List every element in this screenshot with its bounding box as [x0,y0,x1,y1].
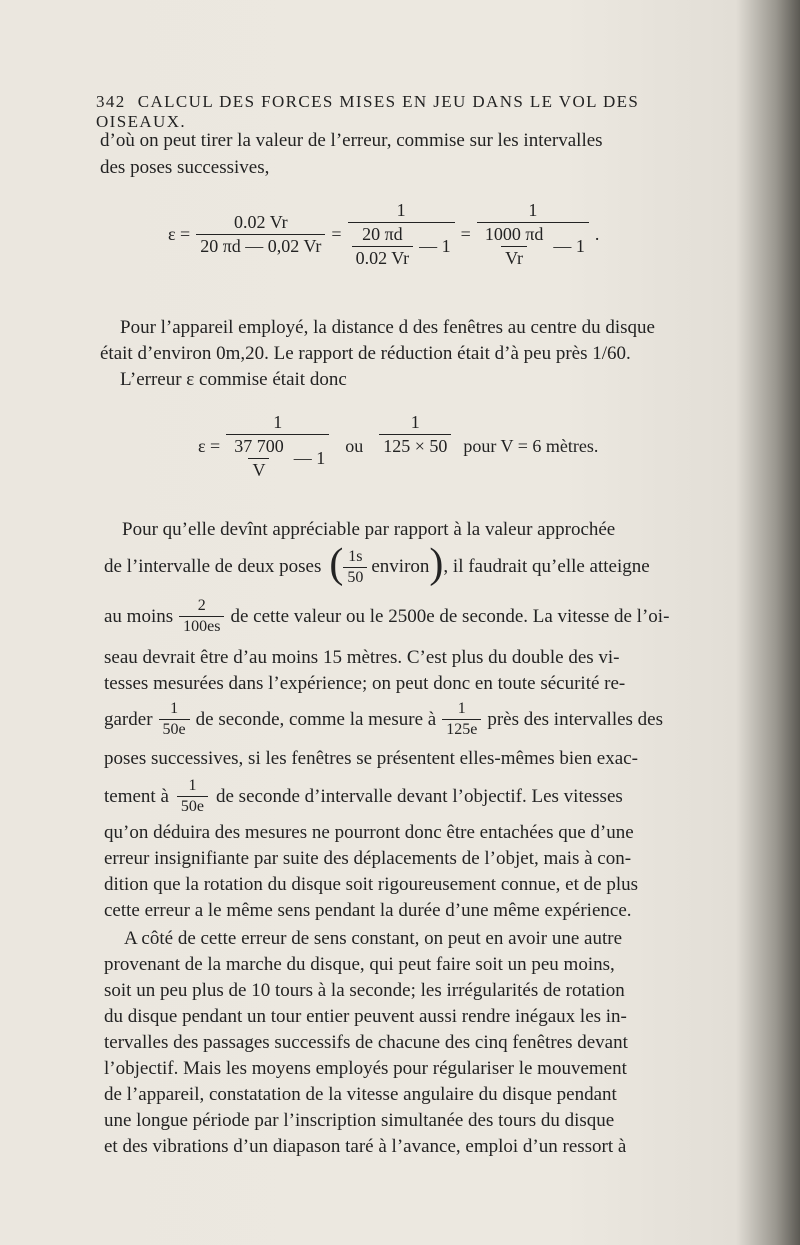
inner-fraction: $\frac{37 700}{V}$ [234,436,284,480]
text-line: de l’appareil, constatation de la vitesse angulaire du disque pendant [104,1084,617,1105]
text-line: était d’environ 0m,20. Le rapport de réduction était d’à peu près 1/60. [100,343,631,364]
text-line: garder $\frac{1}{50e}$ de seconde, comme la mesure à $\frac{1}{125e}$ près des intervalles des [104,700,664,738]
text-line: au moins $\frac{2}{100es}$ de cette valeur ou le 2500e de seconde. La vitesse de l’oi- [104,597,670,635]
text-line: poses successives, si les fenêtres se présentent elles-mêmes bien exac- [104,748,638,769]
text-line: cette erreur a le même sens pendant la durée d’une même expérience. [104,900,632,921]
running-header [96,92,696,132]
text-line: tervalles des passages successifs de chacune des cinq fenêtres devant [104,1032,628,1053]
text-line: des poses successives, [100,157,270,178]
text-line: tement à $\frac{1}{50e}$ de seconde d’intervalle devant l’objectif. Les vitesses [104,777,623,815]
text-line: d’où on peut tirer la valeur de l’erreur, commise sur les intervalles [100,130,603,151]
fraction: $\frac{2}{100es}$ [179,597,224,636]
text-line: une longue période par l’inscription simultanée des tours du disque [104,1110,615,1131]
running-title: CALCUL DES FORCES MISES EN JEU DANS LE VOL DES OISEAUX. [96,92,640,131]
text-line: Pour l’appareil employé, la distance d des fenêtres au centre du disque [120,317,655,338]
fraction: 1 $\frac{20 \pi d}{0.02 Vr}$ — 1 [348,200,455,269]
text-line: du disque pendant un tour entier peuvent aussi rendre inégaux les in- [104,1006,627,1027]
text-line: seau devrait être d’au moins 15 mètres. C’est plus du double des vi- [104,647,620,668]
text-line: et des vibrations d’un diapason taré à l’avance, emploi d’un ressort à [104,1136,627,1157]
text-line: Pour qu’elle devînt appréciable par rapport à la valeur approchée [122,519,616,540]
fraction: $\frac{1}{125e}$ [442,700,481,739]
text-line: l’objectif. Mais les moyens employés pour régulariser le mouvement [104,1058,627,1079]
text-line: A côté de cette erreur de sens constant, on peut en avoir une autre [124,928,623,949]
fraction: $\frac{1}{50e}$ [177,777,208,816]
inner-fraction: $\frac{1000 \pi d}{Vr}$ [484,224,544,268]
equation-2: ε = 1 $\frac{37 700}{V}$ — 1 ou $\frac{1}{125 \times 50}$ pour V = 6 mètres. [198,412,599,480]
fraction: $\frac{1s}{50}$ [343,548,367,587]
epsilon-symbol: ε = [168,224,191,244]
fraction: $\frac{1}{50e}$ [159,700,190,739]
text-line: qu’on déduira des mesures ne pourront donc être entachées que d’une [104,822,634,843]
text-line: soit un peu plus de 10 tours à la seconde; les irrégularités de rotation [104,980,625,1001]
text-line: erreur insignifiante par suite des déplacements de l’objet, mais à con- [104,848,632,869]
text-line: dition que la rotation du disque soit rigoureusement connue, et de plus [104,874,639,895]
page-number: 342 [96,92,126,111]
fraction: 1 $\frac{37 700}{V}$ — 1 [226,412,329,481]
equation-1: ε = $\frac{0.02 Vr}{20 \pi d — 0,02 Vr}$ = 1 $\frac{20 \pi d}{0.02 Vr}$ — 1 = 1 $\frac{1000 \pi d}{Vr}$ — 1 . [168,200,600,268]
inner-fraction: $\frac{20 \pi d}{0.02 Vr}$ [352,224,414,269]
fraction: $\frac{1}{125 \times 50}$ [379,412,451,457]
fraction: 1 $\frac{1000 \pi d}{Vr}$ — 1 [477,200,589,269]
fraction: $\frac{0.02 Vr}{20 \pi d — 0,02 Vr}$ [196,212,325,257]
text-line: tesses mesurées dans l’expérience; on peut donc en toute sécurité re- [104,673,626,694]
text-line: L’erreur ε commise était donc [120,369,347,390]
epsilon-symbol: ε = [198,436,221,456]
text-line: de l’intervalle de deux poses ( $\frac{1s}{50}$ environ ) , il faudrait qu’elle atteigne [104,541,650,587]
text-line: provenant de la marche du disque, qui peut faire soit un peu moins, [104,954,615,975]
